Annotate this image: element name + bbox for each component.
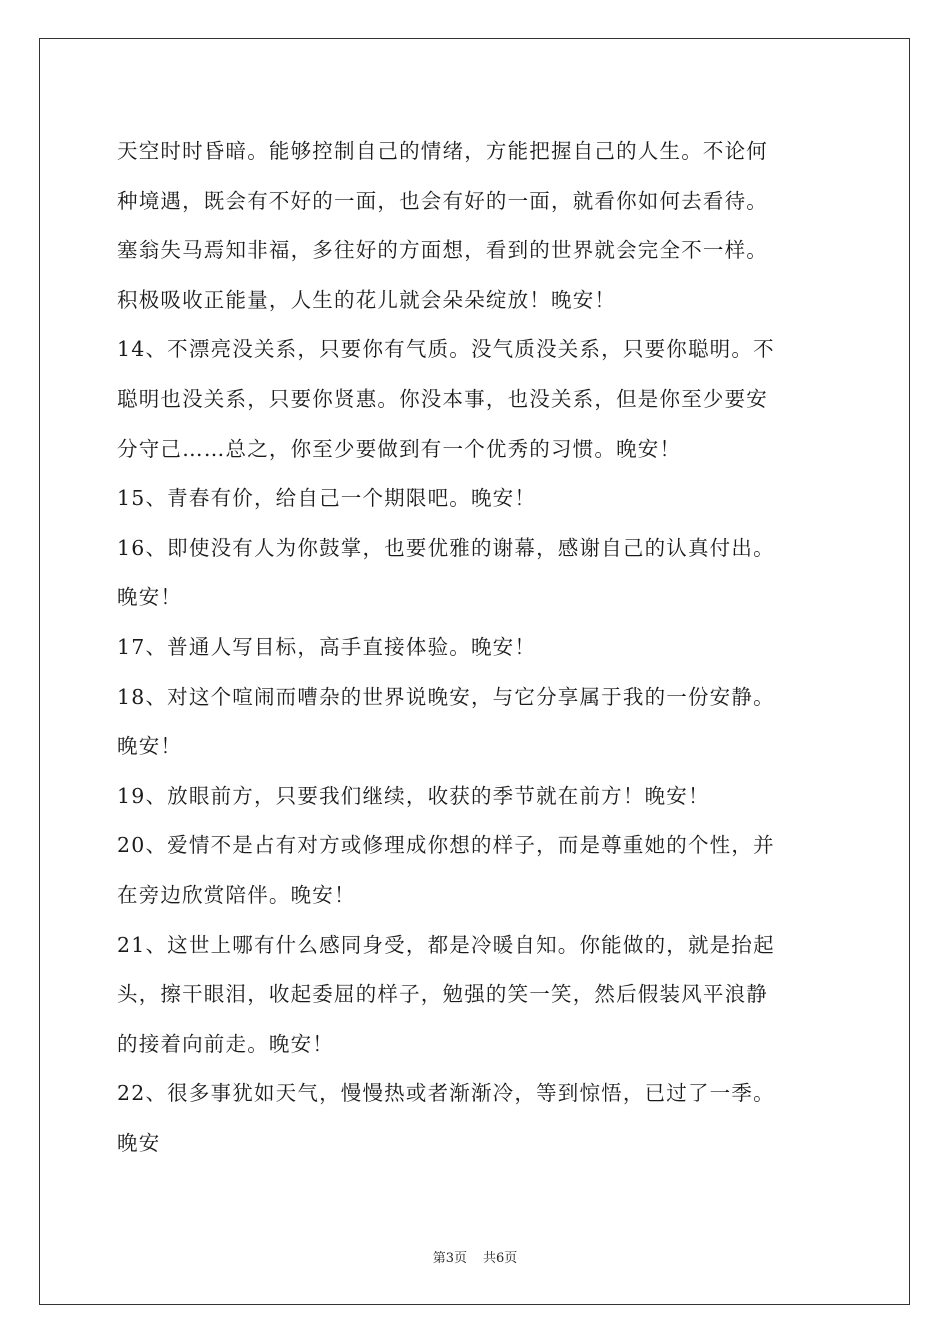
page-footer <box>0 1247 950 1266</box>
text-line: 19、放眼前方，只要我们继续，收获的季节就在前方！晚安！ <box>117 783 710 808</box>
text-line: 晚安！ <box>117 734 183 759</box>
text-line: 15、青春有价，给自己一个期限吧。晚安！ <box>117 486 537 511</box>
text-line: 塞翁失马焉知非福，多往好的方面想，看到的世界就会完全不一样。 <box>117 238 768 263</box>
page-number-total: 共6页 <box>483 1251 518 1266</box>
text-line: 积极吸收正能量，人生的花儿就会朵朵绽放！晚安！ <box>117 287 617 312</box>
text-line: 18、对这个喧闹而嘈杂的世界说晚安，与它分享属于我的一份安静。 <box>117 684 775 709</box>
document-body <box>117 127 835 1168</box>
text-line: 16、即使没有人为你鼓掌，也要优雅的谢幕，感谢自己的认真付出。 <box>117 535 775 560</box>
text-line: 在旁边欣赏陪伴。晚安！ <box>117 882 356 907</box>
text-line: 17、普通人写目标，高手直接体验。晚安！ <box>117 634 537 659</box>
text-line: 晚安 <box>117 1130 161 1155</box>
text-line: 聪明也没关系，只要你贤惠。你没本事，也没关系，但是你至少要安 <box>117 386 768 411</box>
text-line: 种境遇，既会有不好的一面，也会有好的一面，就看你如何去看待。 <box>117 188 768 213</box>
text-line: 天空时时昏暗。能够控制自己的情绪，方能把握自己的人生。不论何 <box>117 139 768 163</box>
text-line: 分守己……总之，你至少要做到有一个优秀的习惯。晚安！ <box>117 436 682 461</box>
text-line: 的接着向前走。晚安！ <box>117 1031 334 1056</box>
text-line: 22、很多事犹如天气，慢慢热或者渐渐冷，等到惊悟，已过了一季。 <box>117 1081 775 1106</box>
text-line: 21、这世上哪有什么感同身受，都是冷暖自知。你能做的，就是抬起 <box>117 932 775 957</box>
text-line: 晚安！ <box>117 585 183 610</box>
text-line: 20、爱情不是占有对方或修理成你想的样子，而是尊重她的个性，并 <box>117 833 775 858</box>
page-number-current: 第3页 <box>432 1251 467 1266</box>
text-line: 14、不漂亮没关系，只要你有气质。没气质没关系，只要你聪明。不 <box>117 337 775 362</box>
text-line: 头，擦干眼泪，收起委屈的样子，勉强的笑一笑，然后假装风平浪静 <box>117 982 768 1007</box>
